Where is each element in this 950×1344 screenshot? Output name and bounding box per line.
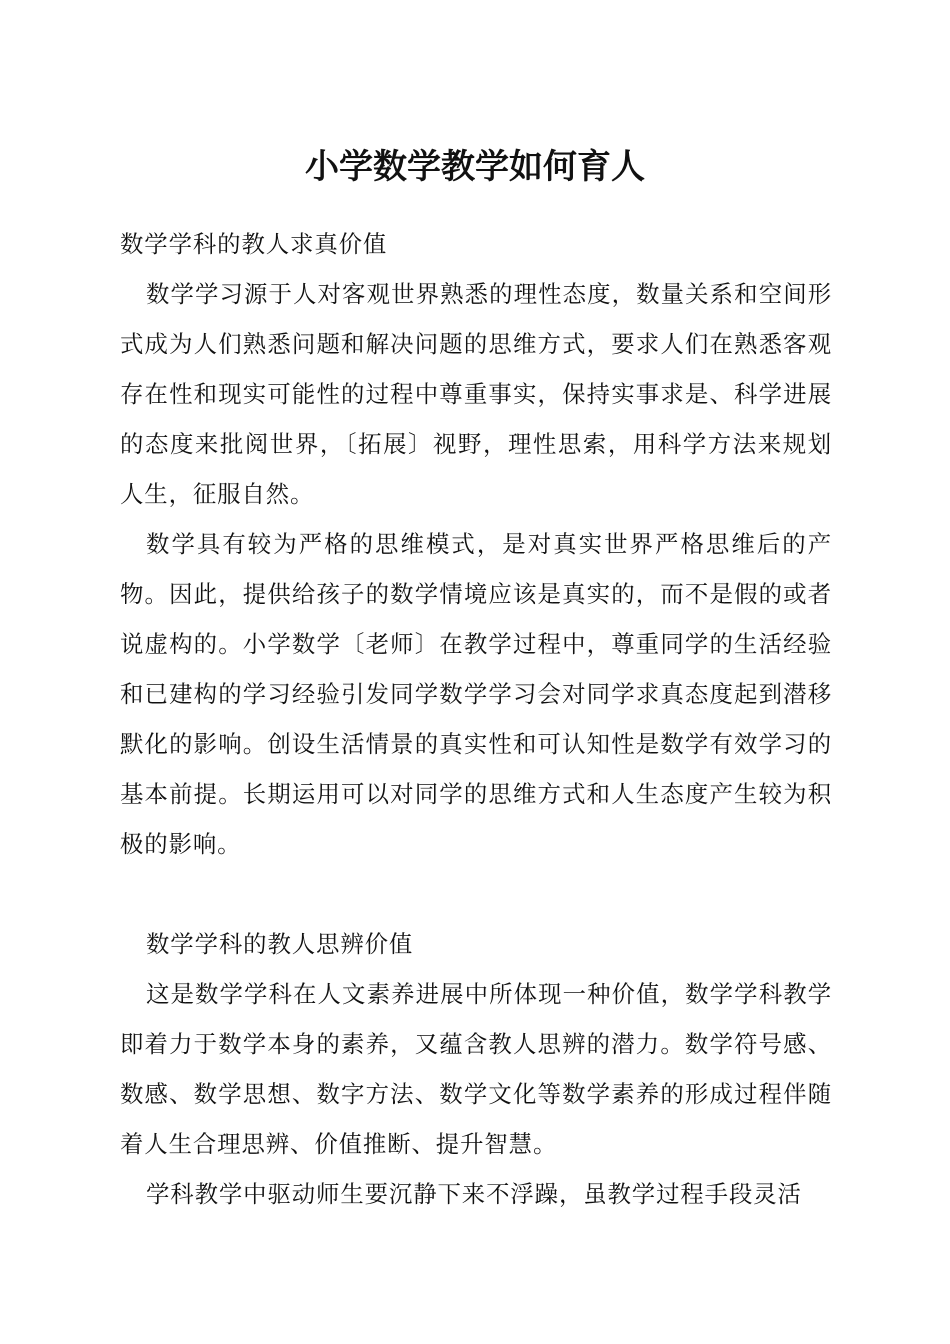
section-heading-truth: 数学学科的教人求真价值 [120, 230, 388, 258]
document-title: 小学数学教学如何育人 [305, 147, 645, 187]
paragraph-truth-2: 数学具有较为严格的思维模式，是对真实世界严格思维后的产物。因此，提供给孩子的数学情境应该是真实的，而不是假的或者说虚构的。小学数学〔老师〕在教学过程中，尊重同学的生活经验和已建构的学习经验引发同学数学学习会对同学求真态度起到潜移默化的影响。创设生活情景的真实性和可认知性是数学有效学习的基本前提。长期运用可以对同学的思维方式和人生态度产生较为积极的影响。 [120, 530, 832, 858]
paragraph-truth-1: 数学学习源于人对客观世界熟悉的理性态度，数量关系和空间形式成为人们熟悉问题和解决问题的思维方式，要求人们在熟悉客观存在性和现实可能性的过程中尊重事实，保持实事求是、科学进展的态度来批阅世界，〔拓展〕视野，理性思索，用科学方法来规划人生，征服自然。 [120, 280, 832, 508]
paragraph-reasoning-1: 这是数学学科在人文素养进展中所体现一种价值，数学学科教学即着力于数学本身的素养，又蕴含教人思辨的潜力。数学符号感、数感、数学思想、数字方法、数学文化等数学素养的形成过程伴随着人生合理思辨、价值推断、提升智慧。 [120, 980, 832, 1158]
paragraph-reasoning-2: 学科教学中驱动师生要沉静下来不浮躁，虽教学过程手段灵活 [146, 1180, 802, 1208]
section-gap [120, 869, 832, 919]
document-body [120, 219, 832, 1219]
section-heading-reasoning: 数学学科的教人思辨价值 [146, 930, 414, 958]
